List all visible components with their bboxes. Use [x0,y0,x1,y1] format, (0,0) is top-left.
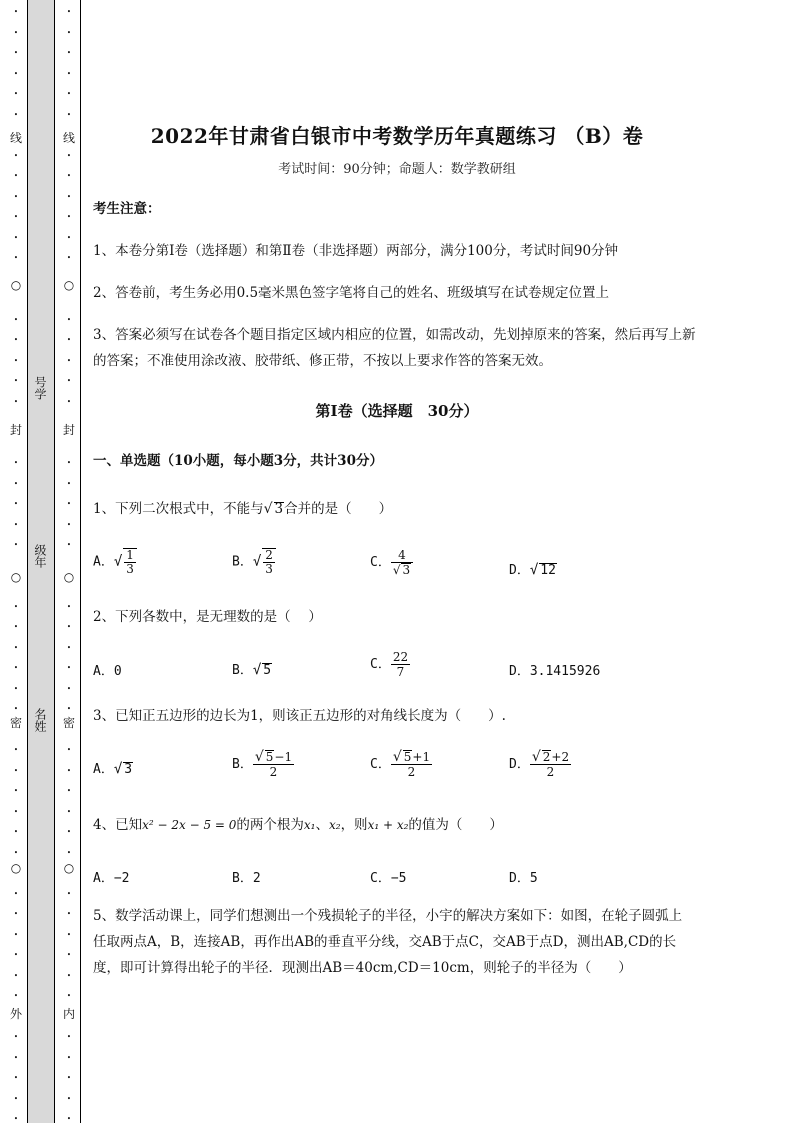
binding-dot: • [13,664,19,672]
binding-dot: • [66,889,72,898]
binding-dot: • [66,315,72,324]
binding-marker: ○ [63,278,75,292]
q2-option-a[interactable]: A．0 [93,664,122,679]
binding-dot: • [13,828,19,836]
q4-option-a[interactable]: A．−2 [93,871,130,886]
binding-dot: • [66,541,72,549]
binding-dot: • [66,705,72,713]
binding-dot: • [66,1094,72,1103]
binding-dot: • [13,315,19,324]
binding-marker: ○ [63,570,75,584]
binding-dot: • [13,213,19,221]
notice-item-3-cont: 的答案；不准使用涂改液、胶带纸、修正带，不按以上要求作答的答案无效。 [93,353,552,369]
binding-dot: • [13,459,19,467]
q3-option-a[interactable]: A．√ 3 [93,761,133,777]
question-5-line-2: 任取两点A，B，连接AB，再作出AB的垂直平分线，交AB于点C，交AB于点D，测出AB,CD的长 [93,934,677,950]
binding-dot: • [66,1033,72,1041]
binding-dot: • [13,541,19,549]
binding-dot: • [66,684,72,693]
notice-item-3: 3、答案必须写在试卷各个题目指定区域内相应的位置，如需改动，先划掉原来的答案，然后再写上新 [93,327,696,343]
binding-dot: • [66,397,72,406]
binding-dot: • [13,848,19,857]
q2-option-b[interactable]: B．√ 5 [232,662,272,678]
binding-marker: 封 [9,423,22,437]
binding-dot: • [66,49,72,57]
binding-dot: • [13,746,19,754]
binding-dot: • [66,787,72,795]
grade-label: 级年 [33,544,47,568]
student-id-label: 号学 [33,376,47,400]
binding-dot: • [66,110,72,119]
binding-dot: • [66,336,72,344]
binding-marker: 内 [62,1007,75,1021]
q3-option-c[interactable]: C． $\frac{√ 5+1}{2}$ [370,749,431,779]
binding-dot: • [66,992,72,1000]
binding-dot: • [13,90,19,98]
binding-dot: • [66,213,72,221]
binding-dot: • [66,520,72,529]
binding-dot: • [13,110,19,119]
q4-option-c[interactable]: C．−5 [370,871,407,886]
binding-dot: • [66,910,72,918]
binding-dot: • [13,951,19,959]
binding-dot: • [66,192,72,201]
q4-option-d[interactable]: D．5 [509,871,538,886]
binding-dot: • [66,8,72,16]
binding-marker: ○ [10,278,22,292]
binding-dot: • [13,766,19,775]
q2-option-c[interactable]: C． $\frac{22}{7}$ [370,650,409,679]
notice-item-2: 2、答卷前，考生务必用0.5毫米黑色签字笔将自己的姓名、班级填写在试卷规定位置上 [93,285,610,301]
binding-dot: • [66,356,72,365]
binding-dot: • [66,746,72,754]
binding-dot: • [66,1074,72,1082]
binding-dot: • [13,49,19,57]
binding-dot: • [13,910,19,918]
binding-dot: • [13,1074,19,1082]
binding-dot: • [13,992,19,1000]
binding-dot: • [66,479,72,488]
q3-option-b[interactable]: B． $\frac{√ 5-1}{2}$ [232,749,293,779]
question-5-line-3: 度，即可计算得出轮子的半径．现测出AB＝40cm,CD＝10cm，则轮子的半径为（ ） [93,960,632,976]
question-3: 3、已知正五边形的边长为1，则该正五边形的对角线长度为（ ）. [93,708,506,724]
q3-option-d[interactable]: D． $\frac{√ 2+2}{2}$ [509,749,570,779]
binding-dot: • [66,233,72,242]
binding-dot: • [13,356,19,365]
section-heading: 一、单选题（10小题，每小题3分，共计30分） [93,453,383,469]
binding-marker: 封 [62,423,75,437]
binding-dot: • [66,254,72,262]
binding-dot: • [13,172,19,180]
binding-dot: • [13,377,19,385]
binding-dot: • [13,69,19,78]
binding-dot: • [66,951,72,959]
binding-dot: • [13,500,19,508]
binding-dot: • [13,643,19,652]
question-1: 1、下列二次根式中，不能与√ 3合并的是（ ） [93,501,393,517]
q2-option-d[interactable]: D．3.1415926 [509,664,601,679]
binding-dot: • [66,971,72,980]
binding-dot: • [66,848,72,857]
binding-marker: 外 [9,1007,22,1021]
binding-dot: • [13,28,19,37]
binding-marker: 密 [9,716,22,730]
binding-dot: • [13,192,19,201]
binding-dot: • [66,664,72,672]
exam-info: 考试时间：90分钟；命题人：数学教研组 [278,162,516,177]
binding-dot: • [66,151,72,160]
question-4: 4、已知x² − 2x − 5 = 0的两个根为x₁、x₂，则x₁ + x₂的值为（ ） [93,817,503,833]
binding-dot: • [66,28,72,37]
binding-dot: • [13,336,19,344]
binding-dot: • [13,151,19,160]
binding-dot: • [66,69,72,78]
q1-option-a[interactable]: A．√ $\frac{1}{3}$ [93,548,137,576]
binding-dot: • [13,1053,19,1062]
binding-dot: • [13,479,19,488]
binding-dot: • [66,828,72,836]
binding-dot: • [66,602,72,611]
binding-dot: • [13,1033,19,1041]
q4-option-b[interactable]: B．2 [232,871,261,886]
binding-dot: • [13,254,19,262]
binding-dot: • [66,623,72,631]
binding-marker: 密 [62,716,75,730]
binding-dot: • [66,377,72,385]
q1-option-b[interactable]: B．√ $\frac{2}{3}$ [232,548,276,576]
binding-dot: • [66,643,72,652]
binding-dot: • [66,90,72,98]
binding-dot: • [13,233,19,242]
binding-dot: • [13,8,19,16]
part1-heading: 第I卷（选择题 30分） [315,402,479,420]
binding-dot: • [13,397,19,406]
binding-dot: • [66,807,72,816]
binding-dot: • [13,787,19,795]
name-label: 名姓 [33,708,47,732]
binding-dot: • [66,172,72,180]
binding-dot: • [66,1115,72,1123]
binding-dot: • [13,705,19,713]
binding-dot: • [13,1094,19,1103]
question-2: 2、下列各数中，是无理数的是（ ） [93,609,322,625]
binding-dot: • [13,684,19,693]
binding-marker: 线 [9,131,22,145]
binding-dot: • [13,520,19,529]
binding-marker: ○ [10,570,22,584]
binding-dot: • [13,1115,19,1123]
binding-marker: ○ [10,861,22,875]
binding-dot: • [13,807,19,816]
binding-dot: • [66,930,72,939]
page-title: 2022年甘肃省白银市中考数学历年真题练习 （B）卷 [150,124,644,148]
binding-dot: • [66,766,72,775]
binding-dot: • [13,889,19,898]
binding-dot: • [13,602,19,611]
notice-heading: 考生注意： [93,201,161,217]
binding-marker: ○ [63,861,75,875]
binding-dot: • [13,930,19,939]
binding-dot: • [66,1053,72,1062]
question-5-line-1: 5、数学活动课上，同学们想测出一个残损轮子的半径，小宇的解决方案如下：如图，在轮子圆弧上 [93,908,683,924]
binding-dot: • [13,971,19,980]
binding-dot: • [66,500,72,508]
q1-option-d[interactable]: D．√ 12 [509,562,556,578]
binding-dot: • [66,459,72,467]
binding-dot: • [13,623,19,631]
notice-item-1: 1、本卷分第I卷（选择题）和第Ⅱ卷（非选择题）两部分，满分100分，考试时间90分钟 [93,243,619,259]
q1-option-c[interactable]: C． $\frac{4}{√ 3}$ [370,548,413,577]
binding-marker: 线 [62,131,75,145]
